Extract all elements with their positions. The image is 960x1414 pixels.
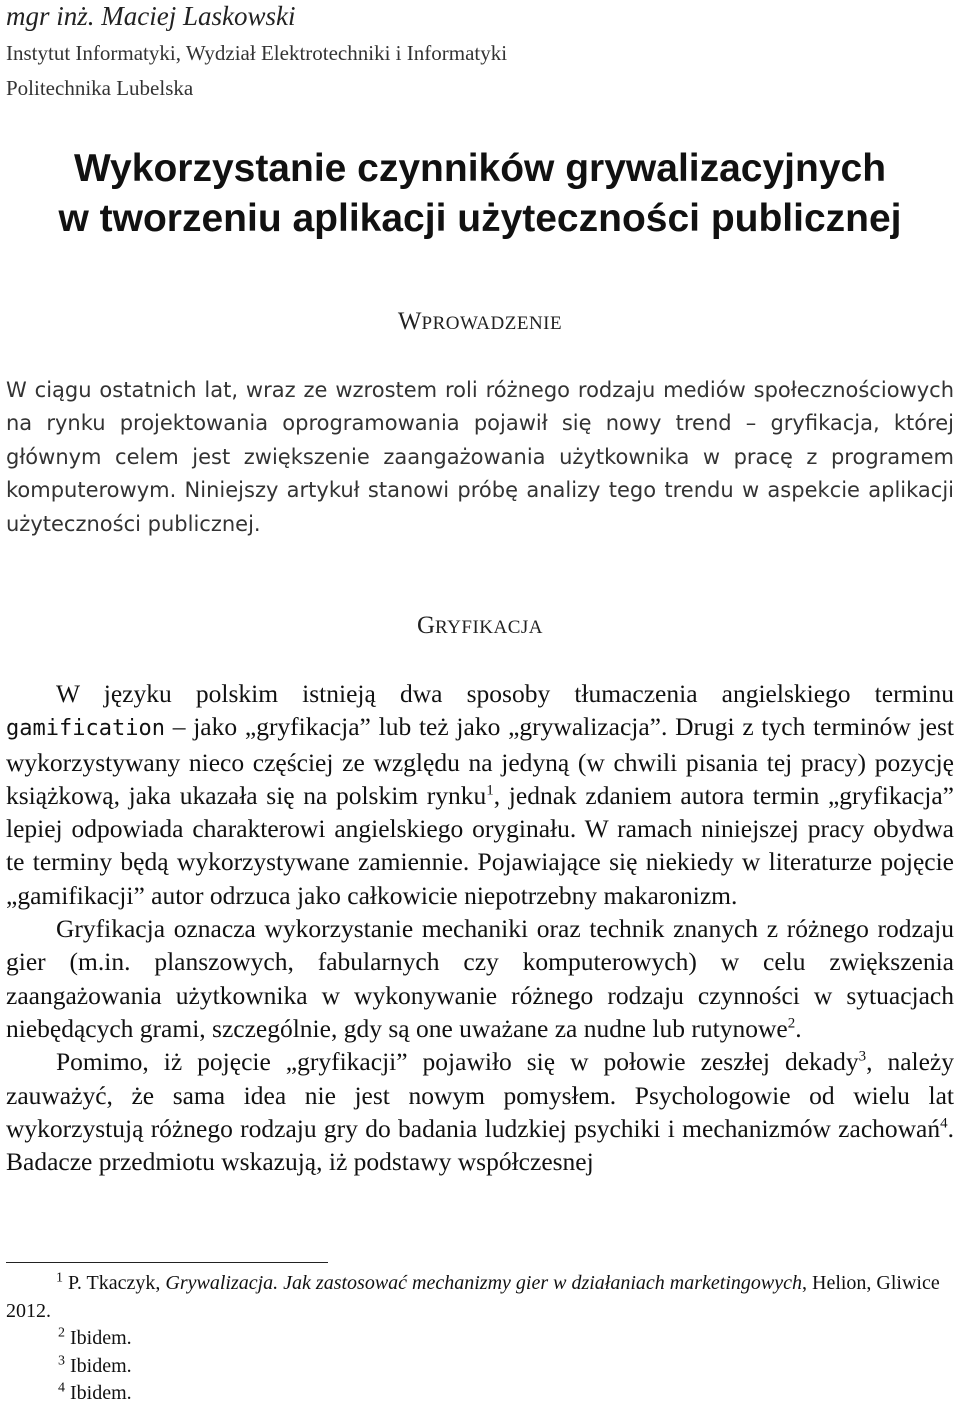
footnotes [6, 1270, 954, 1408]
body-paragraph [6, 677, 954, 912]
footnote-ref[interactable]: 1 [486, 782, 494, 799]
text-run: W języku polskim istnieją dwa sposoby tłumaczenia angielskiego terminu [56, 679, 954, 708]
footnote-text: , Helion, Gliwice 2012. [6, 1272, 940, 1322]
text-run: , należy zauważyć, że sama idea nie jest nowym pomysłem. Psychologowie od wielu lat wykorzystują różnego rodzaju gry do badania ludzkiej psychiki i mechanizmów zachowań [6, 1047, 954, 1143]
footnote-ref[interactable]: 4 [940, 1115, 948, 1132]
footnote-number: 3 [58, 1353, 65, 1369]
heading-initial: W [397, 308, 422, 335]
footnote-text: Ibidem. [70, 1354, 132, 1377]
footnote-number: 2 [58, 1325, 65, 1341]
heading-initial: G [416, 612, 436, 639]
heading-rest: RYFIKACJA [435, 617, 544, 638]
author-name: mgr inż. Maciej Laskowski [6, 1, 296, 31]
text-run: , jednak zdaniem autora termin „gryfikacja” lepiej odpowiada charakterowi angielskiego oryginału. W ramach niniejszej pracy obydwa te terminy będą wykorzystywane zamiennie. Pojawiające się niekiedy w literaturze pojęcie „gamifikacji” autor odrzuca jako całkowicie niepotrzebny makaronizm. [6, 780, 954, 910]
footnote-text: Ibidem. [70, 1382, 132, 1405]
footnote [6, 1270, 954, 1325]
heading-rest: PROWADZENIE [421, 313, 563, 334]
footnote-text: P. Tkaczyk, [68, 1272, 166, 1294]
footnote-ref[interactable]: 3 [858, 1048, 867, 1065]
footnote-number: 1 [56, 1270, 63, 1286]
document-page [6, 0, 954, 1405]
affiliation-line: Politechnika Lubelska [6, 76, 194, 100]
section-heading-gamification [6, 612, 954, 640]
footnote-number: 4 [58, 1380, 65, 1396]
section-heading-introduction [6, 308, 954, 336]
body-paragraph [6, 1045, 954, 1178]
text-run: – jako „gryfikacja” lub też jako „grywalizacja”. Drugi z tych terminów jest wykorzystywany nieco częściej ze względu na jedyną (w chwili pisania tej pracy) pozycję książkową, jaka ukazała się na polskim rynku [6, 712, 954, 810]
gamification-body [6, 677, 954, 1178]
footnote [6, 1380, 954, 1408]
intro-paragraph: W ciągu ostatnich lat, wraz ze wzrostem roli różnego rodzaju mediów społecznościowych na rynku projektowania oprogramowania pojawił się nowy trend – gryfikacja, której głównym celem jest zwiększenie zaangażowania użytkownika w pracę z programem komputerowym. Niniejszy artykuł stanowi próbę analizy tego trendu w aspekcie aplikacji użyteczności publicznej. [6, 378, 954, 536]
body-paragraph [6, 912, 954, 1045]
affiliation-block [6, 36, 954, 106]
english-term: gamification [6, 716, 165, 742]
footnote-text: Ibidem. [70, 1327, 132, 1350]
introduction-text [6, 374, 954, 541]
footnote-divider [6, 1262, 328, 1263]
footnote-book-title: Grywalizacja. Jak zastosować mechanizmy gier w działaniach marketingowych [165, 1272, 802, 1294]
text-run: . Badacze przedmiotu wskazują, iż podstawy współczesnej [6, 1113, 954, 1177]
footnote-ref[interactable]: 2 [787, 1015, 796, 1032]
text-run: Gryfikacja oznacza wykorzystanie mechaniki oraz technik znanych z różnego rodzaju gier (m.in. planszowych, fabularnych czy komputerowych) w celu zwiększenia zaangażowania użytkownika w wykonywanie różnego rodzaju czynności w sytuacjach niebędących grami, szczególnie, gdy są one uważane za nudne lub rutynowe [6, 914, 954, 1043]
affiliation-line: Instytut Informatyki, Wydział Elektrotechniki i Informatyki [6, 41, 508, 65]
paper-title-line: w tworzeniu aplikacji użyteczności publicznej [58, 197, 902, 240]
footnote [6, 1325, 954, 1353]
text-run: . [795, 1013, 802, 1043]
paper-title [6, 144, 954, 244]
paper-title-line: Wykorzystanie czynników grywalizacyjnych [73, 147, 887, 190]
text-run: Pomimo, iż pojęcie „gryfikacji” pojawiło się w połowie zeszłej dekady [56, 1047, 859, 1077]
footnote [6, 1353, 954, 1381]
